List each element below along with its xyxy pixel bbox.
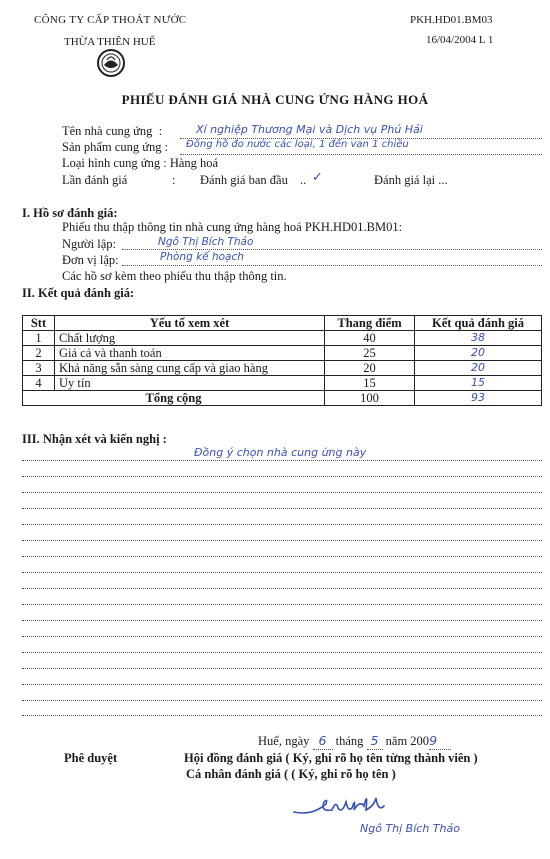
- row-result: 38: [415, 331, 542, 346]
- row-scale: 20: [325, 361, 415, 376]
- council-signature-label: Hội đồng đánh giá ( Ký, ghi rõ họ tên từng thành viên ): [184, 751, 478, 765]
- creator-dotline: [122, 249, 542, 250]
- product-dotline: [180, 154, 542, 155]
- product-value: Đồng hồ đo nước các loại, 1 đến van 1 chiều: [186, 139, 409, 150]
- row-result: 20: [415, 346, 542, 361]
- comment-line: [22, 604, 542, 605]
- total-result: 93: [415, 391, 542, 406]
- comment-line: [22, 540, 542, 541]
- col-header-stt: Stt: [23, 316, 55, 331]
- product-label: Sản phẩm cung ứng :: [62, 140, 169, 154]
- row-stt: 4: [23, 376, 55, 391]
- page-title: PHIẾU ĐÁNH GIÁ NHÀ CUNG ỨNG HÀNG HOÁ: [121, 92, 429, 107]
- table-row: [23, 331, 542, 346]
- round-label: Lần đánh giá: [62, 173, 128, 187]
- table-row: [23, 346, 542, 361]
- unit-label: Đơn vị lập:: [62, 253, 119, 267]
- total-label: Tổng cộng: [23, 391, 325, 406]
- comment-line: [22, 652, 542, 653]
- unit-dotline: [122, 265, 542, 266]
- row-result: 20: [415, 361, 542, 376]
- form-code: PKH.HD01.BM03: [410, 14, 493, 26]
- row-scale: 15: [325, 376, 415, 391]
- row-factor: Chất lượng: [55, 331, 325, 346]
- row-factor: Khả năng sẵn sàng cung cấp và giao hàng: [55, 361, 325, 376]
- col-header-result: Kết quả đánh giá: [415, 316, 542, 331]
- individual-signature-label: Cá nhân đánh giá ( ( Ký, ghi rõ họ tên ): [186, 767, 396, 781]
- creator-value: Ngô Thị Bích Thảo: [158, 236, 254, 248]
- attachments-note: Các hồ sơ kèm theo phiếu thu thập thông tin.: [62, 269, 287, 283]
- signing-date: Huế, ngày 6 tháng 5 năm 2009: [258, 733, 451, 750]
- table-row: [23, 376, 542, 391]
- creator-label: Người lập:: [62, 237, 117, 251]
- section3-heading: III. Nhận xét và kiến nghị :: [22, 432, 167, 446]
- form-date: 16/04/2004 L 1: [426, 34, 494, 46]
- table-total-row: [23, 391, 542, 406]
- comment-text: Đồng ý chọn nhà cung ứng này: [194, 446, 367, 459]
- comment-line: [22, 460, 542, 461]
- supplier-label: Tên nhà cung ứng :: [62, 124, 163, 138]
- row-stt: 2: [23, 346, 55, 361]
- row-stt: 1: [23, 331, 55, 346]
- initial-eval-label: Đánh giá ban đầu: [200, 173, 288, 187]
- comment-line: [22, 684, 542, 685]
- section1-form-ref: Phiếu thu thập thông tin nhà cung ứng hàng hoá PKH.HD01.BM01:: [62, 220, 403, 234]
- row-scale: 40: [325, 331, 415, 346]
- company-name: CÔNG TY CẤP THOÁT NƯỚC: [34, 14, 187, 26]
- table-row: [23, 361, 542, 376]
- round-colon: :: [172, 173, 176, 187]
- handwritten-signature: [292, 786, 422, 826]
- comment-line: [22, 700, 542, 701]
- unit-value: Phòng kế hoạch: [160, 251, 244, 263]
- comment-line: [22, 715, 542, 716]
- comment-line: [22, 492, 542, 493]
- row-factor: Giá cả và thanh toán: [55, 346, 325, 361]
- initial-eval-check: ✓: [312, 170, 323, 185]
- total-scale: 100: [325, 391, 415, 406]
- type-label: Loại hình cung ứng : Hàng hoá: [62, 156, 219, 170]
- row-factor: Uy tín: [55, 376, 325, 391]
- comment-line: [22, 668, 542, 669]
- col-header-factor: Yếu tố xem xét: [55, 316, 325, 331]
- re-eval-label: Đánh giá lại ...: [374, 173, 448, 187]
- table-header-row: [23, 316, 542, 331]
- row-result: 15: [415, 376, 542, 391]
- comment-line: [22, 620, 542, 621]
- comment-line: [22, 588, 542, 589]
- comment-line: [22, 524, 542, 525]
- col-header-scale: Thang điểm: [325, 316, 415, 331]
- row-stt: 3: [23, 361, 55, 376]
- signer-name: Ngô Thị Bích Thảo: [360, 822, 460, 835]
- company-logo: [96, 48, 126, 78]
- initial-eval-dots: ..: [300, 173, 307, 187]
- comment-line: [22, 508, 542, 509]
- section1-heading: I. Hồ sơ đánh giá:: [22, 206, 118, 220]
- section2-heading: II. Kết quả đánh giá:: [22, 286, 135, 300]
- comment-line: [22, 572, 542, 573]
- row-scale: 25: [325, 346, 415, 361]
- province-name: THỪA THIÊN HUẾ: [64, 36, 156, 48]
- comment-line: [22, 636, 542, 637]
- evaluation-table: [22, 315, 542, 406]
- comment-line: [22, 556, 542, 557]
- supplier-value: Xí nghiệp Thương Mại và Dịch vụ Phú Hải: [196, 123, 423, 136]
- approval-label: Phê duyệt: [64, 751, 118, 765]
- comment-line: [22, 476, 542, 477]
